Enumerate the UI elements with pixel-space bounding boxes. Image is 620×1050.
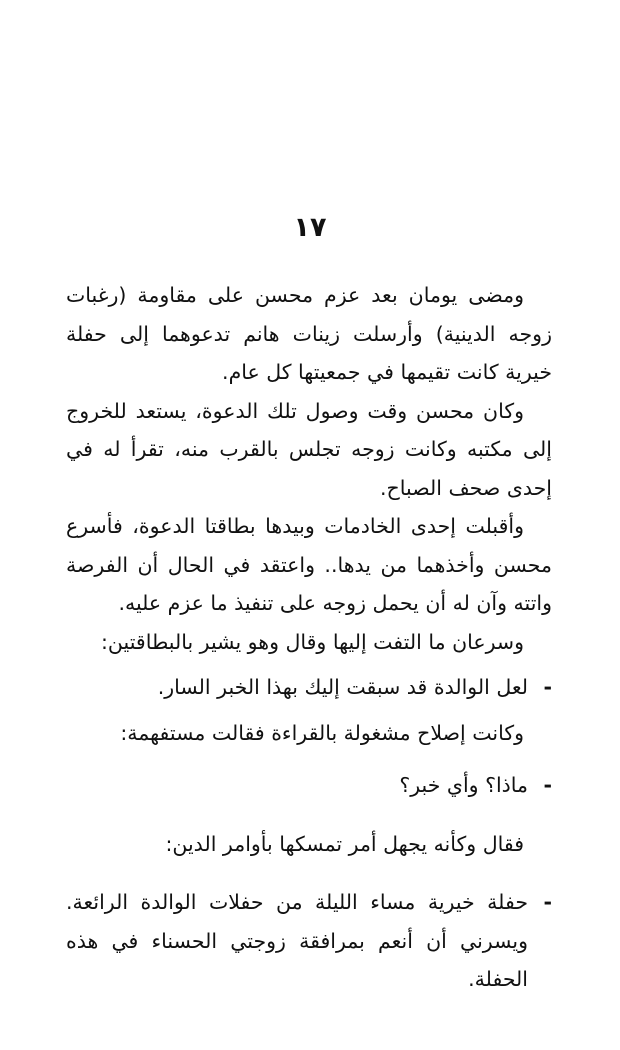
page-body [66,276,552,999]
paragraph-2: وكان محسن وقت وصول تلك الدعوة، يستعد للخروج إلى مكتبه وكانت زوجه تجلس بالقرب منه، تقرأ له في إحدى صحف الصباح. [66,398,552,500]
dialogue-dash: - [543,890,552,914]
dialogue-dash: - [543,773,552,797]
dialogue-text-2: ماذا؟ وأي خبر؟ [399,773,528,797]
paragraph-3: وأقبلت إحدى الخادمات وبيدها بطاقتا الدعوة، فأسرع محسن وأخذهما من يدها.. واعتقد في الحال أن الفرصة واتته وآن له أن يحمل زوجه على تنفيذ ما عزم عليه. [66,514,552,615]
paragraph-1: ومضى يومان بعد عزم محسن على مقاومة (رغبات زوجه الدينية) وأرسلت زينات هانم تدعوهما إلى حفلة خيرية كانت تقيمها في جمعيتها كل عام. [66,283,552,384]
paragraph-4: وسرعان ما التفت إليها وقال وهو يشير بالبطاقتين: [101,629,524,654]
narration-line-2: وكانت إصلاح مشغولة بالقراءة فقالت مستفهمة: [120,720,524,745]
dialogue-text-3: حفلة خيرية مساء الليلة من حفلات الوالدة الرائعة. ويسرني أن أنعم بمرافقة زوجتي الحسناء في هذه الحفلة. [66,890,528,991]
dialogue-text-1: لعل الوالدة قد سبقت إليك بهذا الخبر السار. [157,675,528,699]
dialogue-line-1 [66,668,552,707]
dialogue-line-2 [66,766,552,805]
dialogue-dash: - [543,675,552,699]
page-number: ١٧ [293,212,327,243]
dialogue-line-3 [66,883,552,999]
narration-line-3: فقال وكأنه يجهل أمر تمسكها بأوامر الدين: [165,831,524,856]
